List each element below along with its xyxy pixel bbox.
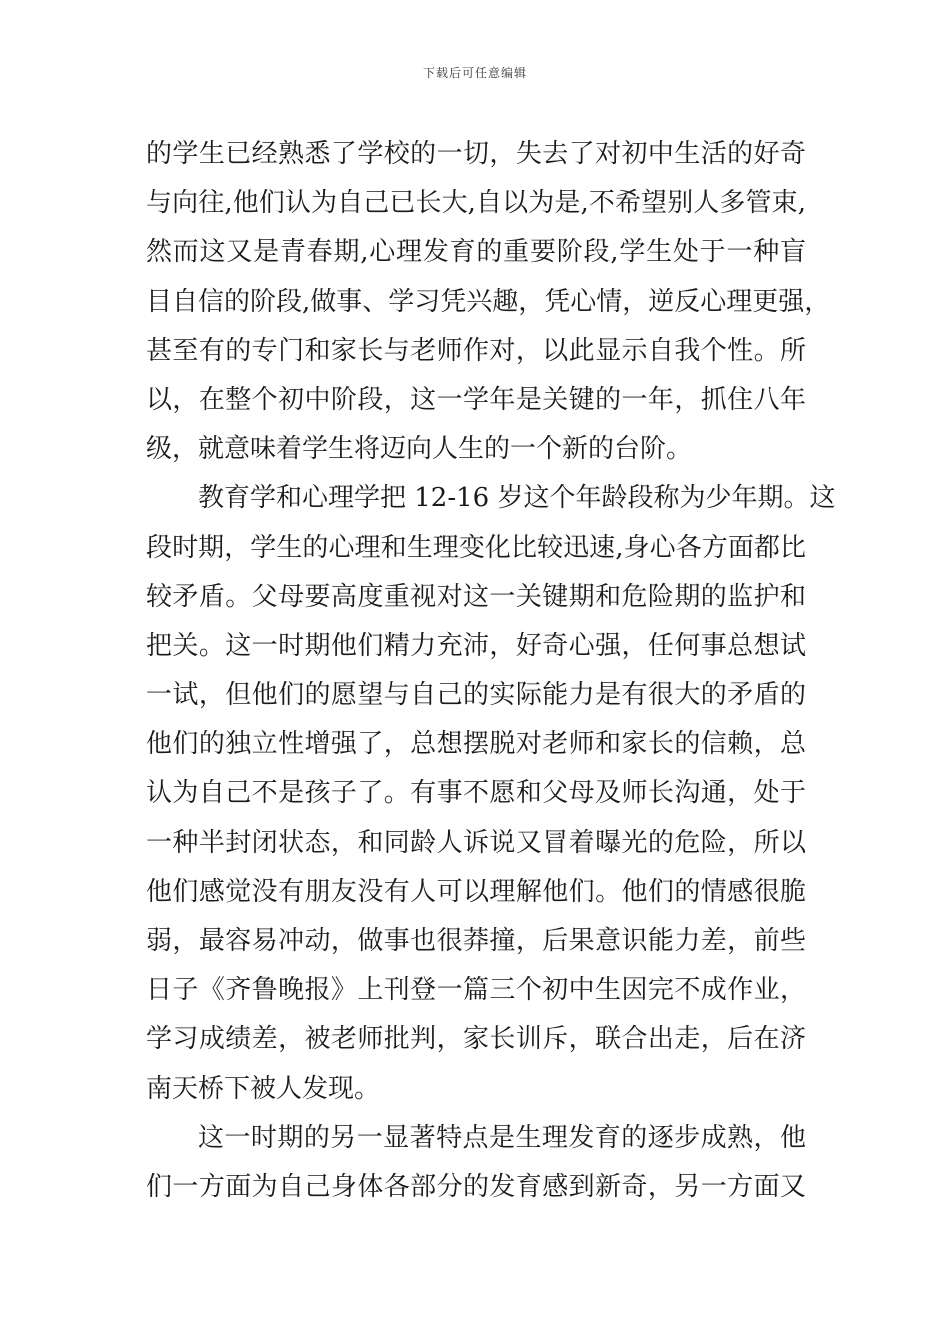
text-line: 一种半封闭状态，和同龄人诉说又冒着曝光的危险，所以 bbox=[146, 827, 806, 858]
text-line: 日子《齐鲁晚报》上刊登一篇三个初中生因完不成作业， bbox=[146, 975, 806, 1006]
text-line: 南天桥下被人发现。 bbox=[146, 1073, 381, 1104]
text-line: 的学生已经熟悉了学校的一切，失去了对初中生活的好奇 bbox=[146, 139, 806, 169]
page-header: 下载后可任意编辑 bbox=[422, 66, 527, 80]
text-line: 认为自己不是孩子了。有事不愿和父母及师长沟通，处于 bbox=[146, 778, 806, 809]
text-line: 他们感觉没有朋友没有人可以理解他们。他们的情感很脆 bbox=[146, 876, 806, 907]
text-line: 甚至有的专门和家长与老师作对，以此显示自我个性。所 bbox=[146, 335, 806, 366]
text-line: 较矛盾。父母要高度重视对这一关键期和危险期的监护和 bbox=[146, 581, 806, 612]
text-line: 级，就意味着学生将迈向人生的一个新的台阶。 bbox=[146, 434, 693, 465]
text-line: 目自信的阶段,做事、学习凭兴趣，凭心情，逆反心理更强， bbox=[146, 286, 831, 317]
text-line: 然而这又是青春期,心理发育的重要阶段,学生处于一种盲 bbox=[146, 237, 806, 268]
document-body bbox=[146, 130, 836, 1212]
text-line: 以，在整个初中阶段，这一学年是关键的一年，抓住八年 bbox=[146, 384, 806, 415]
text-line: 他们的独立性增强了，总想摆脱对老师和家长的信赖，总 bbox=[146, 729, 806, 760]
text-line: 弱，最容易冲动，做事也很莽撞，后果意识能力差，前些 bbox=[146, 926, 806, 956]
text-line: 与向往,他们认为自己已长大,自以为是,不希望别人多管束, bbox=[146, 188, 806, 219]
text-line: 教育学和心理学把 12-16 岁这个年龄段称为少年期。这 bbox=[198, 483, 836, 514]
text-line: 段时期，学生的心理和生理变化比较迅速,身心各方面都比 bbox=[146, 532, 806, 563]
text-line: 学习成绩差，被老师批判，家长训斥，联合出走，后在济 bbox=[146, 1024, 806, 1055]
text-line: 把关。这一时期他们精力充沛，好奇心强，任何事总想试 bbox=[146, 630, 806, 661]
text-line: 一试，但他们的愿望与自己的实际能力是有很大的矛盾的 bbox=[146, 680, 806, 711]
text-line: 这一时期的另一显著特点是生理发育的逐步成熟，他 bbox=[198, 1122, 806, 1153]
text-line: 们一方面为自己身体各部分的发育感到新奇，另一方面又 bbox=[146, 1171, 806, 1202]
